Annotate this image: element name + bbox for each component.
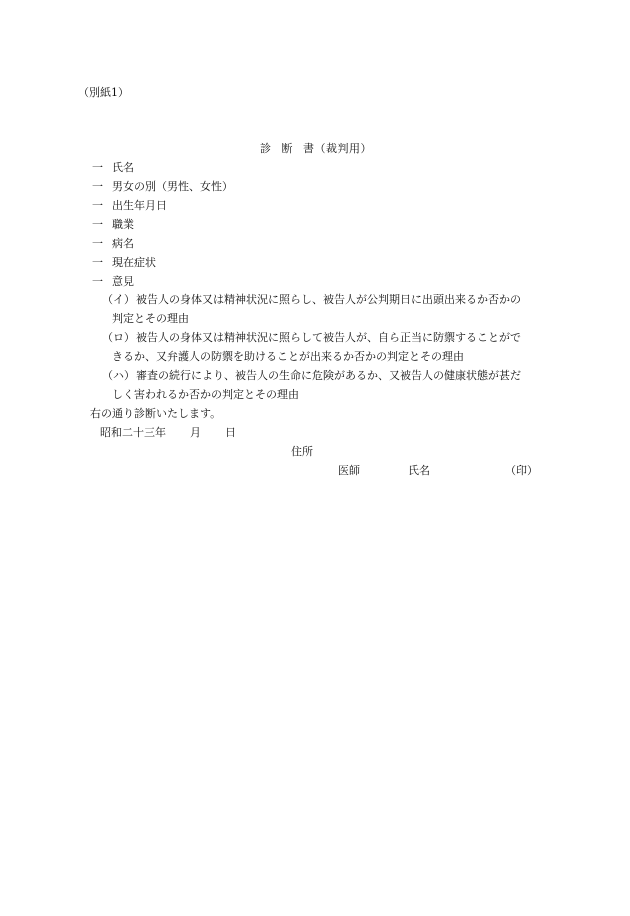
opinion-mark: （ハ） (102, 369, 135, 382)
date-day: 日 (225, 426, 236, 439)
item-mark: 一 (92, 199, 103, 212)
annex-label: （別紙1） (78, 86, 129, 99)
title-part-1: 診 (260, 142, 272, 155)
item-mark: 一 (92, 218, 103, 231)
item-label: 職業 (112, 218, 134, 231)
opinion-text-line-2: きるか、又弁護人の防禦を助けることが出来るか否かの判定とその理由 (112, 350, 464, 363)
document-title (260, 143, 372, 154)
item-mark: 一 (92, 180, 103, 193)
item-label: 意見 (112, 275, 134, 288)
opinion-mark: （ロ） (102, 331, 135, 344)
item-mark: 一 (92, 275, 103, 288)
doctor-label: 医師 (338, 464, 360, 477)
item-label: 氏名 (112, 161, 134, 174)
item-label: 男女の別（男性、女性） (112, 180, 233, 193)
item-label: 現在症状 (112, 256, 156, 269)
opinion-text-line-2: 判定とその理由 (112, 312, 189, 325)
seal-label: （印） (505, 464, 538, 477)
opinion-text-line-2: しく害われるか否かの判定とその理由 (112, 388, 299, 401)
address-label: 住所 (291, 445, 313, 458)
date-month: 月 (190, 426, 201, 439)
title-part-2: 断 (281, 142, 293, 155)
item-label: 病名 (112, 237, 134, 250)
item-mark: 一 (92, 237, 103, 250)
date-era-year: 昭和二十三年 (100, 426, 166, 439)
date-line (100, 427, 236, 438)
item-mark: 一 (92, 161, 103, 174)
closing-statement: 右の通り診断いたします。 (90, 407, 222, 420)
name-label: 氏名 (408, 464, 430, 477)
item-mark: 一 (92, 256, 103, 269)
opinion-text-line-1: 審査の続行により、被告人の生命に危険があるか、又被告人の健康状態が甚だ (136, 369, 521, 382)
title-part-3: 書（裁判用） (303, 142, 372, 155)
item-label: 出生年月日 (112, 199, 167, 212)
opinion-text-line-1: 被告人の身体又は精神状況に照らして被告人が、自ら正当に防禦することがで (136, 331, 521, 344)
opinion-mark: （イ） (102, 293, 135, 306)
opinion-text-line-1: 被告人の身体又は精神状況に照らし、被告人が公判期日に出頭出来るか否かの (136, 293, 521, 306)
